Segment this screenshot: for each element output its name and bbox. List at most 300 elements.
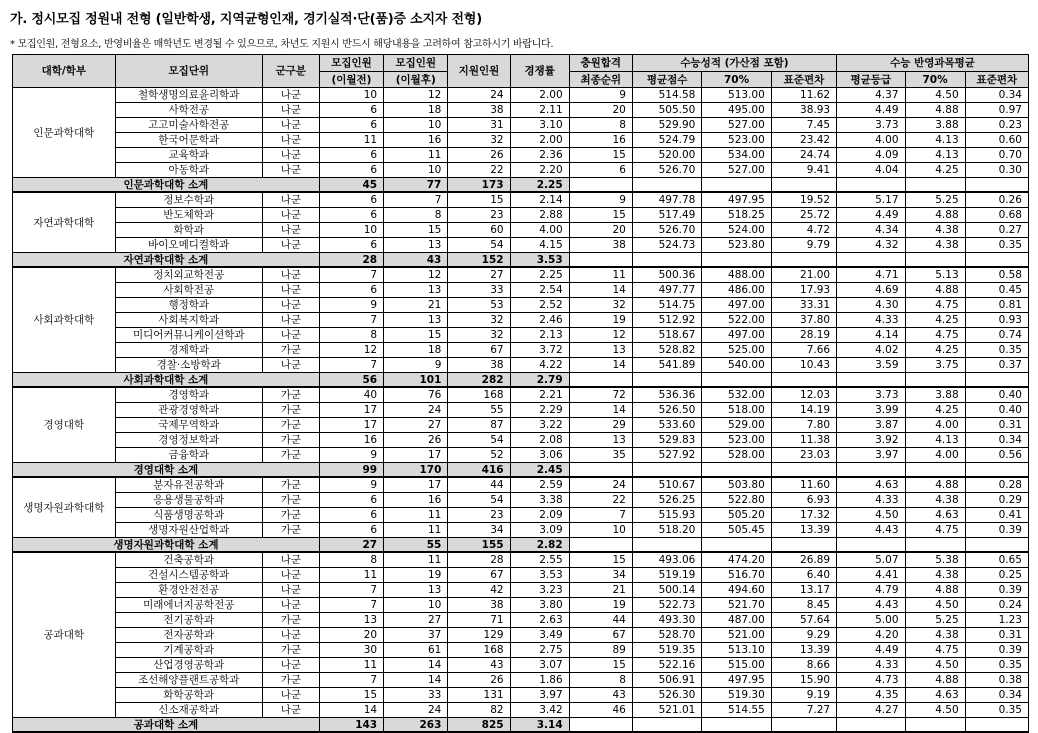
cell-value: 0.29 [965,493,1028,508]
college-name: 자연과학대학 [13,192,116,253]
cell-value: 497.95 [702,192,771,208]
cell-value: 2.59 [510,477,569,493]
cell-value: 4.88 [905,583,965,598]
subtotal-value: 3.53 [510,253,569,268]
subtotal-empty [905,538,965,553]
unit-name: 행정학과 [115,298,262,313]
table-row [13,508,1029,523]
cell-value: 540.00 [702,358,771,373]
subtotal-value: 3.14 [510,718,569,733]
cell-value: 나군 [262,148,319,163]
cell-value: 15 [384,328,448,343]
subtotal-value: 152 [448,253,510,268]
unit-name: 환경안전전공 [115,583,262,598]
cell-value: 3.73 [837,387,905,403]
cell-value: 19 [384,568,448,583]
cell-value: 20 [569,103,632,118]
college-name: 사회과학대학 [13,267,116,373]
subtotal-empty [771,718,836,733]
cell-value: 나군 [262,133,319,148]
cell-value: 0.74 [965,328,1028,343]
cell-value: 11 [384,148,448,163]
table-row [13,493,1029,508]
unit-name: 사회복지학과 [115,313,262,328]
col-unit: 모집단위 [115,55,262,88]
cell-value: 10.43 [771,358,836,373]
cell-value: 72 [569,387,632,403]
cell-value: 6 [319,208,383,223]
cell-value: 4.14 [837,328,905,343]
cell-value: 4.15 [510,238,569,253]
cell-value: 4.00 [905,418,965,433]
cell-value: 3.97 [837,448,905,463]
subtotal-value: 143 [319,718,383,733]
unit-name: 생명자원산업학과 [115,523,262,538]
cell-value: 38 [569,238,632,253]
cell-value: 42 [448,583,510,598]
cell-value: 517.49 [632,208,701,223]
cell-value: 6 [319,163,383,178]
cell-value: 17.32 [771,508,836,523]
cell-value: 3.92 [837,433,905,448]
subtotal-empty [632,178,701,193]
cell-value: 22 [448,163,510,178]
cell-value: 3.49 [510,628,569,643]
unit-name: 미디어커뮤니케이션학과 [115,328,262,343]
cell-value: 2.63 [510,613,569,628]
subtotal-empty [965,463,1028,478]
cell-value: 526.50 [632,403,701,418]
subtotal-value: 45 [319,178,383,193]
cell-value: 60 [448,223,510,238]
cell-value: 11.60 [771,477,836,493]
cell-value: 9.29 [771,628,836,643]
cell-value: 52 [448,448,510,463]
cell-value: 2.55 [510,552,569,568]
cell-value: 534.00 [702,148,771,163]
cell-value: 519.19 [632,568,701,583]
cell-value: 33 [384,688,448,703]
college-name: 경영대학 [13,387,116,463]
cell-value: 0.40 [965,387,1028,403]
cell-value: 21 [569,583,632,598]
cell-value: 506.91 [632,673,701,688]
cell-value: 21 [384,298,448,313]
subtotal-row [13,718,1029,733]
cell-value: 9.19 [771,688,836,703]
cell-value: 4.88 [905,673,965,688]
cell-value: 가군 [262,433,319,448]
cell-value: 11 [569,267,632,283]
subtotal-label: 경영대학 소계 [13,463,320,478]
cell-value: 35 [569,448,632,463]
cell-value: 10 [569,523,632,538]
cell-value: 0.34 [965,688,1028,703]
cell-value: 32 [569,298,632,313]
cell-value: 나군 [262,598,319,613]
unit-name: 한국어문학과 [115,133,262,148]
cell-value: 30 [319,643,383,658]
cell-value: 54 [448,238,510,253]
subtotal-row [13,373,1029,388]
cell-value: 6 [319,118,383,133]
cell-value: 0.23 [965,118,1028,133]
cell-value: 13 [319,613,383,628]
unit-name: 고고미술사학전공 [115,118,262,133]
table-row [13,673,1029,688]
unit-name: 응용생물공학과 [115,493,262,508]
cell-value: 18 [384,343,448,358]
table-row [13,103,1029,118]
cell-value: 505.45 [702,523,771,538]
cell-value: 131 [448,688,510,703]
unit-name: 조선해양플랜트공학과 [115,673,262,688]
cell-value: 3.73 [837,118,905,133]
cell-value: 54 [448,433,510,448]
cell-value: 나군 [262,88,319,103]
cell-value: 4.13 [905,433,965,448]
cell-value: 9 [569,192,632,208]
cell-value: 513.10 [702,643,771,658]
cell-value: 11 [319,658,383,673]
cell-value: 503.80 [702,477,771,493]
cell-value: 0.45 [965,283,1028,298]
cell-value: 12 [569,328,632,343]
cell-value: 나군 [262,223,319,238]
cell-value: 24.74 [771,148,836,163]
cell-value: 가군 [262,418,319,433]
cell-value: 10 [384,598,448,613]
table-row [13,223,1029,238]
cell-value: 8.66 [771,658,836,673]
subtotal-value: 56 [319,373,383,388]
subtotal-empty [569,178,632,193]
cell-value: 0.41 [965,508,1028,523]
cell-value: 7.66 [771,343,836,358]
cell-value: 5.13 [905,267,965,283]
cell-value: 1.23 [965,613,1028,628]
cell-value: 524.00 [702,223,771,238]
cell-value: 6.40 [771,568,836,583]
cell-value: 4.33 [837,313,905,328]
cell-value: 4.43 [837,523,905,538]
cell-value: 2.54 [510,283,569,298]
col-quota-after-sub: (이월후) [384,72,448,88]
unit-name: 기계공학과 [115,643,262,658]
cell-value: 나군 [262,628,319,643]
subtotal-empty [905,253,965,268]
subtotal-empty [569,463,632,478]
cell-value: 가군 [262,387,319,403]
cell-value: 2.13 [510,328,569,343]
cell-value: 497.77 [632,283,701,298]
cell-value: 55 [448,403,510,418]
subtotal-empty [771,538,836,553]
cell-value: 512.92 [632,313,701,328]
cell-value: 6 [319,103,383,118]
cell-value: 11 [319,133,383,148]
cell-value: 528.82 [632,343,701,358]
cell-value: 3.23 [510,583,569,598]
cell-value: 21.00 [771,267,836,283]
subtotal-empty [702,253,771,268]
cell-value: 17 [384,448,448,463]
cell-value: 522.73 [632,598,701,613]
cell-value: 13.39 [771,643,836,658]
cell-value: 4.50 [905,703,965,718]
cell-value: 8 [319,552,383,568]
cell-value: 12 [319,343,383,358]
cell-value: 514.55 [702,703,771,718]
cell-value: 17 [319,418,383,433]
table-row [13,598,1029,613]
col-final-rank-sub: 최종순위 [569,72,632,88]
cell-value: 11.38 [771,433,836,448]
cell-value: 4.32 [837,238,905,253]
cell-value: 518.00 [702,403,771,418]
cell-value: 가군 [262,493,319,508]
cell-value: 나군 [262,703,319,718]
subtotal-row [13,538,1029,553]
cell-value: 505.50 [632,103,701,118]
cell-value: 4.71 [837,267,905,283]
table-row [13,523,1029,538]
subtotal-empty [905,178,965,193]
cell-value: 0.58 [965,267,1028,283]
cell-value: 10 [319,88,383,103]
table-row [13,613,1029,628]
table-row [13,192,1029,208]
cell-value: 4.25 [905,403,965,418]
unit-name: 식품생명공학과 [115,508,262,523]
subtotal-value: 170 [384,463,448,478]
subtotal-empty [632,253,701,268]
cell-value: 4.41 [837,568,905,583]
cell-value: 11.62 [771,88,836,103]
cell-value: 486.00 [702,283,771,298]
subtotal-empty [837,373,905,388]
cell-value: 23 [448,208,510,223]
cell-value: 523.80 [702,238,771,253]
cell-value: 8 [319,328,383,343]
cell-value: 나군 [262,283,319,298]
cell-value: 8 [384,208,448,223]
cell-value: 0.25 [965,568,1028,583]
cell-value: 10 [319,223,383,238]
cell-value: 526.70 [632,223,701,238]
cell-value: 2.52 [510,298,569,313]
cell-value: 500.36 [632,267,701,283]
cell-value: 4.75 [905,328,965,343]
cell-value: 524.73 [632,238,701,253]
cell-value: 522.16 [632,658,701,673]
cell-value: 12 [384,267,448,283]
subtotal-value: 99 [319,463,383,478]
col-csat-avg: 평균점수 [632,72,701,88]
cell-value: 8.45 [771,598,836,613]
cell-value: 9 [319,298,383,313]
cell-value: 나군 [262,358,319,373]
cell-value: 나군 [262,658,319,673]
cell-value: 3.88 [905,118,965,133]
cell-value: 14 [319,703,383,718]
cell-value: 22 [569,493,632,508]
subtotal-value: 173 [448,178,510,193]
unit-name: 바이오메디컬학과 [115,238,262,253]
cell-value: 2.21 [510,387,569,403]
unit-name: 전기공학과 [115,613,262,628]
subtotal-value: 2.82 [510,538,569,553]
page-title: 가. 정시모집 정원내 전형 (일반학생, 지역균형인재, 경기실적·단(품)증 소지자 전형) [10,12,482,27]
cell-value: 53 [448,298,510,313]
cell-value: 497.00 [702,328,771,343]
cell-value: 나군 [262,267,319,283]
cell-value: 4.33 [837,658,905,673]
cell-value: 0.37 [965,358,1028,373]
cell-value: 523.00 [702,133,771,148]
cell-value: 나군 [262,298,319,313]
subtotal-empty [771,463,836,478]
cell-value: 168 [448,643,510,658]
col-csat-70: 70% [702,72,771,88]
cell-value: 2.88 [510,208,569,223]
cell-value: 515.00 [702,658,771,673]
cell-value: 0.35 [965,658,1028,673]
table-row [13,88,1029,103]
cell-value: 541.89 [632,358,701,373]
cell-value: 3.87 [837,418,905,433]
cell-value: 38 [448,103,510,118]
col-quota-before: 모집인원 [319,55,383,72]
cell-value: 4.20 [837,628,905,643]
cell-value: 7 [384,192,448,208]
cell-value: 516.70 [702,568,771,583]
subtotal-row [13,178,1029,193]
cell-value: 0.93 [965,313,1028,328]
cell-value: 9.79 [771,238,836,253]
cell-value: 3.99 [837,403,905,418]
subtotal-row [13,463,1029,478]
cell-value: 514.75 [632,298,701,313]
cell-value: 526.70 [632,163,701,178]
cell-value: 6 [319,192,383,208]
cell-value: 521.70 [702,598,771,613]
col-grade-avg: 평균등급 [837,72,905,88]
cell-value: 13 [384,313,448,328]
cell-value: 521.00 [702,628,771,643]
cell-value: 25.72 [771,208,836,223]
cell-value: 43 [569,688,632,703]
subtotal-value: 28 [319,253,383,268]
cell-value: 7 [319,583,383,598]
cell-value: 27 [384,418,448,433]
subtotal-empty [837,718,905,733]
cell-value: 4.75 [905,298,965,313]
subtotal-value: 101 [384,373,448,388]
subtotal-empty [569,718,632,733]
subtotal-empty [965,178,1028,193]
table-row [13,343,1029,358]
cell-value: 4.30 [837,298,905,313]
cell-value: 527.00 [702,163,771,178]
cell-value: 9 [384,358,448,373]
table-row [13,418,1029,433]
unit-name: 철학생명의료윤리학과 [115,88,262,103]
table-row [13,688,1029,703]
cell-value: 3.42 [510,703,569,718]
col-quota-after: 모집인원 [384,55,448,72]
subtotal-empty [965,253,1028,268]
cell-value: 3.22 [510,418,569,433]
cell-value: 5.25 [905,613,965,628]
cell-value: 71 [448,613,510,628]
col-group: 군구분 [262,55,319,88]
cell-value: 38.93 [771,103,836,118]
cell-value: 515.93 [632,508,701,523]
cell-value: 32 [448,313,510,328]
cell-value: 67 [448,568,510,583]
unit-name: 건축공학과 [115,552,262,568]
table-row [13,403,1029,418]
cell-value: 14.19 [771,403,836,418]
cell-value: 가군 [262,403,319,418]
cell-value: 나군 [262,552,319,568]
cell-value: 11 [384,523,448,538]
cell-value: 497.95 [702,673,771,688]
cell-value: 34 [448,523,510,538]
col-csat-sd: 표준편차 [771,72,836,88]
cell-value: 527.92 [632,448,701,463]
cell-value: 0.81 [965,298,1028,313]
cell-value: 520.00 [632,148,701,163]
col-grade-group: 수능 반영과목평균 [837,55,1029,72]
cell-value: 529.00 [702,418,771,433]
cell-value: 11 [384,508,448,523]
cell-value: 28.19 [771,328,836,343]
cell-value: 26 [384,433,448,448]
unit-name: 반도체학과 [115,208,262,223]
cell-value: 나군 [262,238,319,253]
cell-value: 나군 [262,688,319,703]
unit-name: 정보수학과 [115,192,262,208]
cell-value: 4.25 [905,343,965,358]
cell-value: 4.25 [905,313,965,328]
cell-value: 27 [448,267,510,283]
cell-value: 4.73 [837,673,905,688]
cell-value: 40 [319,387,383,403]
cell-value: 6 [569,163,632,178]
cell-value: 7.27 [771,703,836,718]
subtotal-value: 825 [448,718,510,733]
table-row [13,238,1029,253]
cell-value: 500.14 [632,583,701,598]
cell-value: 4.69 [837,283,905,298]
subtotal-empty [702,463,771,478]
cell-value: 522.80 [702,493,771,508]
cell-value: 0.39 [965,583,1028,598]
cell-value: 2.09 [510,508,569,523]
col-college: 대학/학부 [13,55,116,88]
notice-text: * 모집인원, 전형요소, 반영비율은 매학년도 변경될 수 있으므로, 차년도 지원시 반드시 해당내용을 고려하여 참고하시기 바랍니다. [10,39,554,50]
cell-value: 526.25 [632,493,701,508]
col-grade-sd: 표준편차 [965,72,1028,88]
cell-value: 나군 [262,208,319,223]
table-row [13,328,1029,343]
subtotal-value: 77 [384,178,448,193]
subtotal-value: 282 [448,373,510,388]
cell-value: 가군 [262,448,319,463]
subtotal-value: 2.79 [510,373,569,388]
